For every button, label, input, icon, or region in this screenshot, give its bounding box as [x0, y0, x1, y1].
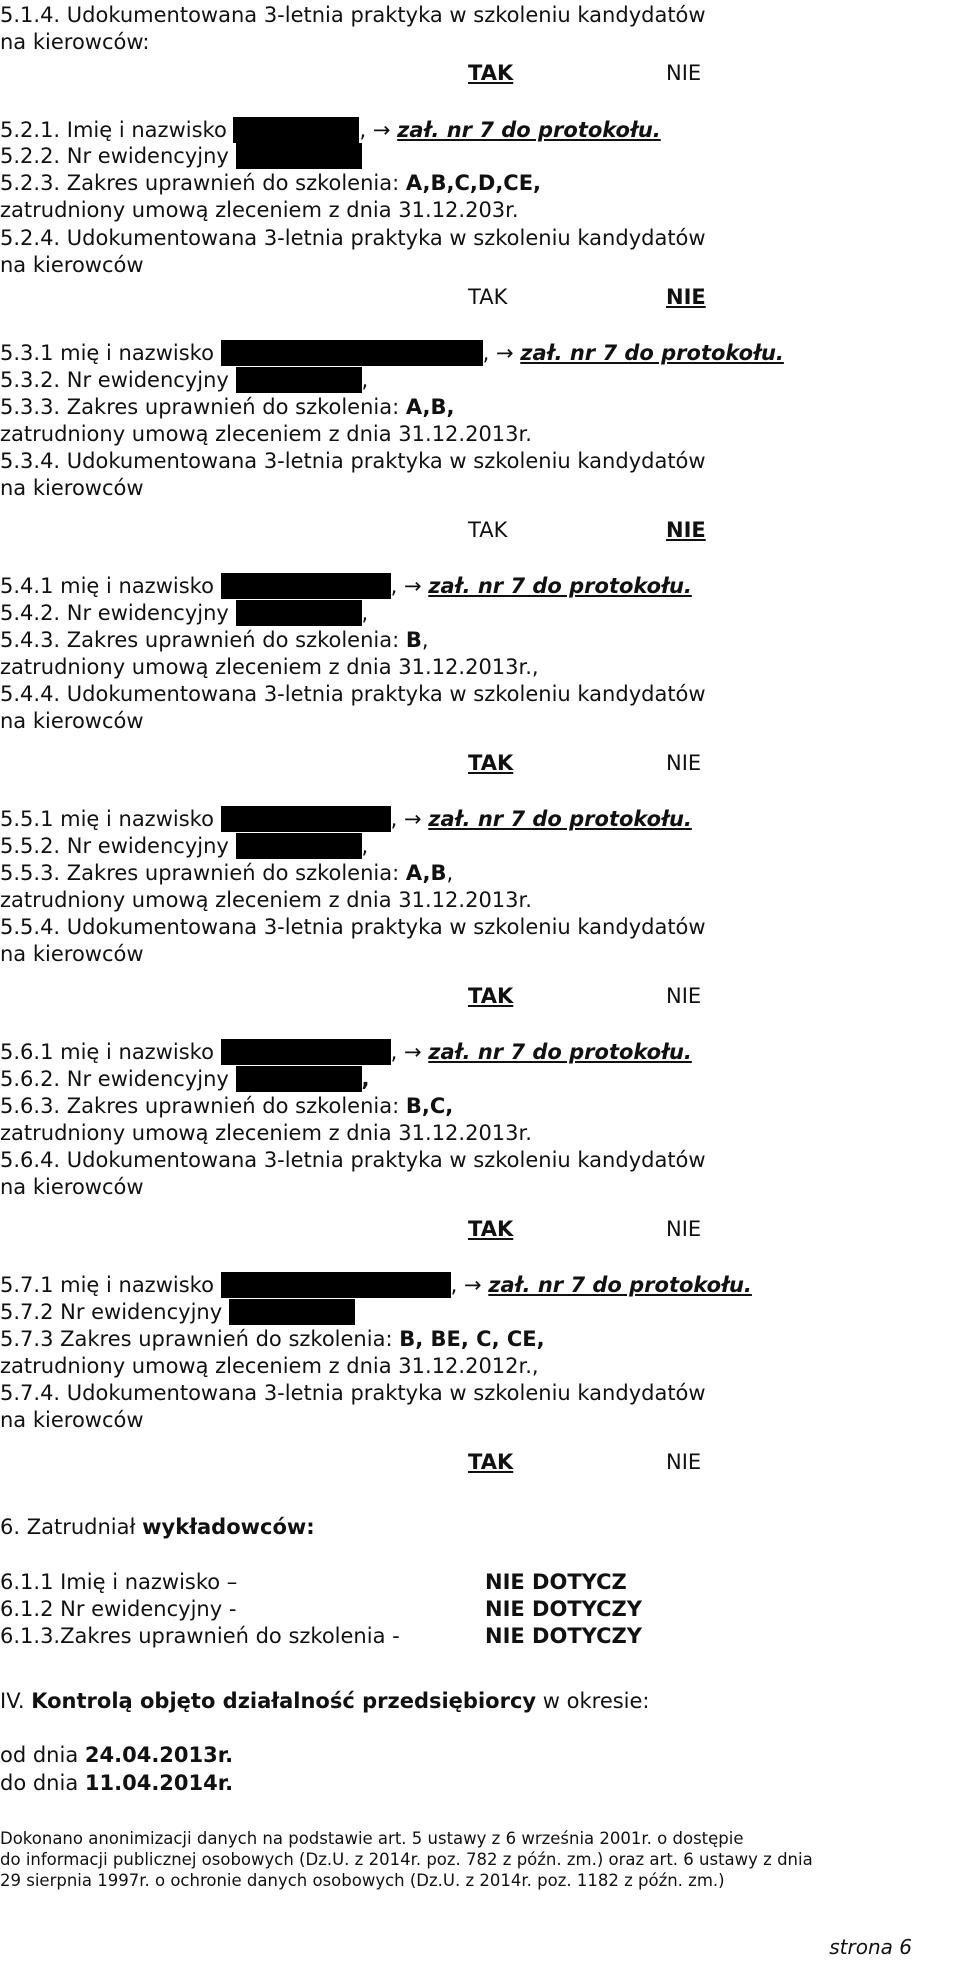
para-514-line1: [0, 2, 960, 28]
field-532-id: 5.3.2. Nr ewidencyjny ,: [0, 368, 369, 392]
section-6-heading: 6. Zatrudniał wykładowców:: [0, 1515, 315, 1539]
redaction-bar: [236, 367, 362, 393]
arrow-icon: →: [403, 807, 422, 831]
field-521-name: 5.2.1. Imię i nazwisko , → zał. nr 7 do protokołu.: [0, 118, 661, 142]
field-531-name: 5.3.1 mię i nazwisko , → zał. nr 7 do protokołu.: [0, 341, 784, 365]
para-544-line2: na kierowców: [0, 709, 144, 733]
field-541-name: 5.4.1 mię i nazwisko , → zał. nr 7 do protokołu.: [0, 574, 692, 598]
choice-nie: NIE: [666, 751, 702, 775]
redaction-bar: [221, 1272, 451, 1298]
arrow-icon: →: [372, 118, 391, 142]
choice-tak-selected: TAK: [468, 1450, 514, 1474]
redaction-bar: [221, 1039, 391, 1065]
arrow-icon: →: [403, 574, 422, 598]
page-number: strona 6: [829, 1935, 912, 1959]
choice-nie: NIE: [666, 1450, 702, 1474]
field-543-scope: 5.4.3. Zakres uprawnień do szkolenia: B,: [0, 628, 429, 652]
field-553-contract: zatrudniony umową zleceniem z dnia 31.12.2013r.: [0, 888, 532, 912]
field-523-contract: zatrudniony umową zleceniem z dnia 31.12.203r.: [0, 198, 519, 222]
field-523-scope: 5.2.3. Zakres uprawnień do szkolenia: A,B,C,D,CE,: [0, 171, 542, 195]
choice-nie-selected: NIE: [666, 285, 706, 309]
para-534-line1: 5.3.4. Udokumentowana 3-letnia praktyka w szkoleniu kandydatów: [0, 449, 706, 473]
field-522-id: 5.2.2. Nr ewidencyjny: [0, 143, 362, 169]
field-552-id: 5.5.2. Nr ewidencyjny ,: [0, 834, 369, 858]
field-563-contract: zatrudniony umową zleceniem z dnia 31.12.2013r.: [0, 1121, 532, 1145]
footnote-line: 29 sierpnia 1997r. o ochronie danych osobowych (Dz.U. z 2014r. poz. 1182 z późn. zm.): [0, 1871, 725, 1890]
arrow-icon: →: [403, 1040, 422, 1064]
redaction-bar: [236, 1066, 362, 1092]
anonymization-footnote: [0, 1828, 960, 1891]
choice-tak-selected: TAK: [468, 1217, 514, 1241]
attachment-ref: zał. nr 7 do protokołu.: [520, 341, 784, 365]
para-534-line2: na kierowców: [0, 476, 144, 500]
text: 5.1.4. Udokumentowana 3-letnia praktyka w szkoleniu kandydatów: [0, 3, 706, 27]
field-563-scope: 5.6.3. Zakres uprawnień do szkolenia: B,C,: [0, 1094, 454, 1118]
para-524-line1: 5.2.4. Udokumentowana 3-letnia praktyka w szkoleniu kandydatów: [0, 226, 706, 250]
redaction-bar: [236, 143, 362, 169]
period-from: od dnia 24.04.2013r.: [0, 1743, 234, 1767]
para-514-line2: na kierowców:: [0, 30, 150, 54]
choice-tak-selected: TAK: [468, 61, 514, 85]
field-551-name: 5.5.1 mię i nazwisko , → zał. nr 7 do protokołu.: [0, 807, 692, 831]
field-573-contract: zatrudniony umową zleceniem z dnia 31.12.2012r.,: [0, 1354, 539, 1378]
choice-nie: NIE: [666, 1217, 702, 1241]
field-613-value: NIE DOTYCZY: [485, 1624, 642, 1648]
attachment-ref: zał. nr 7 do protokołu.: [428, 1040, 692, 1064]
section-iv-heading: IV. Kontrolą objęto działalność przedsiębiorcy w okresie:: [0, 1689, 650, 1713]
field-612-value: NIE DOTYCZY: [485, 1597, 642, 1621]
attachment-ref: zał. nr 7 do protokołu.: [428, 807, 692, 831]
field-562-id: 5.6.2. Nr ewidencyjny ,: [0, 1067, 370, 1091]
field-572-id: 5.7.2 Nr ewidencyjny: [0, 1299, 355, 1325]
attachment-ref: zał. nr 7 do protokołu.: [488, 1273, 752, 1297]
field-611-value: NIE DOTYCZ: [485, 1570, 627, 1594]
field-542-id: 5.4.2. Nr ewidencyjny ,: [0, 601, 369, 625]
para-554-line1: 5.5.4. Udokumentowana 3-letnia praktyka w szkoleniu kandydatów: [0, 915, 706, 939]
para-564-line1: 5.6.4. Udokumentowana 3-letnia praktyka w szkoleniu kandydatów: [0, 1148, 706, 1172]
redaction-bar: [229, 1299, 355, 1325]
arrow-icon: →: [495, 341, 514, 365]
field-611: 6.1.1 Imię i nazwisko –: [0, 1570, 238, 1594]
field-613: 6.1.3.Zakres uprawnień do szkolenia -: [0, 1624, 400, 1648]
choice-tak: TAK: [468, 518, 508, 542]
redaction-bar: [221, 340, 483, 366]
footnote-line: do informacji publicznej osobowych (Dz.U. z 2014r. poz. 782 z późn. zm.) oraz art. 6 ustawy z dnia: [0, 1850, 813, 1869]
choice-tak-selected: TAK: [468, 751, 514, 775]
field-533-contract: zatrudniony umową zleceniem z dnia 31.12.2013r.: [0, 422, 532, 446]
redaction-bar: [221, 806, 391, 832]
field-573-scope: 5.7.3 Zakres uprawnień do szkolenia: B, BE, C, CE,: [0, 1327, 545, 1351]
redaction-bar: [221, 573, 391, 599]
redaction-bar: [236, 600, 362, 626]
field-543-contract: zatrudniony umową zleceniem z dnia 31.12.2013r.,: [0, 655, 539, 679]
choice-nie-selected: NIE: [666, 518, 706, 542]
field-561-name: 5.6.1 mię i nazwisko , → zał. nr 7 do protokołu.: [0, 1040, 692, 1064]
field-571-name: 5.7.1 mię i nazwisko , → zał. nr 7 do protokołu.: [0, 1273, 752, 1297]
para-524-line2: na kierowców: [0, 253, 144, 277]
period-to: do dnia 11.04.2014r.: [0, 1771, 234, 1795]
para-574-line2: na kierowców: [0, 1408, 144, 1432]
para-544-line1: 5.4.4. Udokumentowana 3-letnia praktyka w szkoleniu kandydatów: [0, 682, 706, 706]
redaction-bar: [236, 833, 362, 859]
redaction-bar: [233, 117, 359, 143]
arrow-icon: →: [463, 1273, 482, 1297]
para-574-line1: 5.7.4. Udokumentowana 3-letnia praktyka w szkoleniu kandydatów: [0, 1381, 706, 1405]
footnote-line: Dokonano anonimizacji danych na podstawie art. 5 ustawy z 6 września 2001r. o dostępie: [0, 1829, 744, 1848]
choice-nie: NIE: [666, 61, 702, 85]
para-554-line2: na kierowców: [0, 942, 144, 966]
field-553-scope: 5.5.3. Zakres uprawnień do szkolenia: A,B,: [0, 861, 454, 885]
attachment-ref: zał. nr 7 do protokołu.: [397, 118, 661, 142]
choice-tak: TAK: [468, 285, 508, 309]
field-612: 6.1.2 Nr ewidencyjny -: [0, 1597, 237, 1621]
choice-nie: NIE: [666, 984, 702, 1008]
para-564-line2: na kierowców: [0, 1175, 144, 1199]
attachment-ref: zał. nr 7 do protokołu.: [428, 574, 692, 598]
field-533-scope: 5.3.3. Zakres uprawnień do szkolenia: A,B,: [0, 395, 455, 419]
choice-tak-selected: TAK: [468, 984, 514, 1008]
